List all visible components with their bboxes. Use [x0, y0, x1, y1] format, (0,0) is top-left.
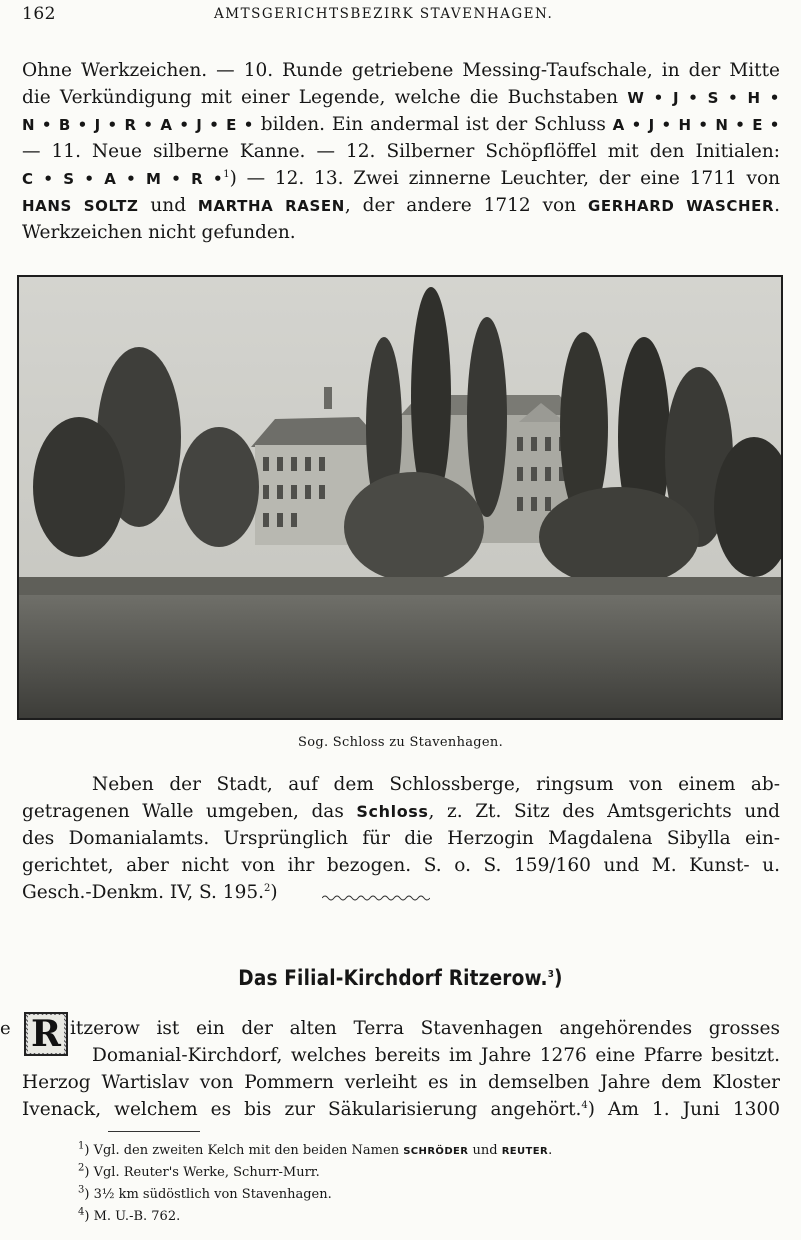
- footnote-mark: 3: [78, 1184, 85, 1196]
- text-line: [22, 85, 780, 111]
- line-text: Herzog Wartislav von Pommern verleiht es in demselben Jahre dem Kloster: [22, 1072, 780, 1093]
- name-caps: HANS SOLTZ: [22, 197, 139, 215]
- text-line: [22, 799, 780, 825]
- name-caps: SCHRÖDER: [403, 1146, 469, 1157]
- text-line: [22, 1097, 780, 1123]
- footnote-text: 3½ km südöstlich von Stavenhagen.: [93, 1187, 332, 1202]
- name-caps: REUTER: [501, 1146, 549, 1157]
- text-line: [22, 112, 780, 138]
- term-schloss: Schloss: [356, 802, 429, 821]
- text-line: [92, 772, 780, 798]
- text-line: [22, 58, 780, 84]
- line-text: bilden. Ein andermal ist der Schluss: [253, 114, 613, 135]
- letters-spaced: W • J • S • H •: [627, 89, 780, 107]
- line-text: Ohne Werkzeichen. — 10. Runde getriebene Messing-Taufschale, in der Mitte: [22, 60, 780, 81]
- line-text: gerichtet, aber nicht von ihr bezogen. S. o. S. 159/160 und M. Kunst- u.: [22, 855, 780, 876]
- footnote-ref: 4: [581, 1099, 588, 1111]
- text-line: [22, 193, 780, 219]
- castle-photograph: [17, 275, 783, 720]
- footnote-1: $^1$) Vgl. den zweiten Kelch mit den beiden Namen SCHRÖDER und REUTER.: [78, 1140, 553, 1158]
- footnote-text: .: [548, 1143, 553, 1158]
- line-text: Gesch.-Denkm. IV, S. 195.: [22, 882, 264, 903]
- footnote-text: Vgl. Reuter's Werke, Schurr-Murr.: [93, 1165, 320, 1180]
- footnote-text: Vgl. den zweiten Kelch mit den beiden Namen: [93, 1143, 404, 1158]
- line-text: , z. Zt. Sitz des Amtsgerichts und: [428, 801, 780, 822]
- footnote-ref: 2: [264, 882, 271, 894]
- figure-caption: Sog. Schloss zu Stavenhagen.: [297, 735, 504, 750]
- text-line: [70, 1016, 780, 1042]
- wavy-rule: [322, 893, 430, 903]
- letters-spaced: N • B • J • R • A • J • E •: [22, 116, 254, 134]
- footnote-2: $^2$) Vgl. Reuter's Werke, Schurr-Murr.: [78, 1162, 320, 1180]
- heading-text: ): [554, 966, 563, 990]
- text-line: [22, 220, 296, 246]
- line-text: Domanial-Kirchdorf, welches bereits im Jahre 1276 eine Pfarre besitzt.: [92, 1045, 780, 1066]
- text-line: [22, 166, 780, 192]
- line-text: , der andere 1712 von: [344, 195, 588, 216]
- line-text: ) — 12. 13. Zwei zinnerne Leuchter, der eine 1711 von: [229, 168, 781, 189]
- footnote-text: M. U.-B. 762.: [93, 1209, 181, 1224]
- text-line: [22, 1070, 780, 1096]
- name-caps: MARTHA RASEN: [197, 197, 345, 215]
- text-line: [22, 826, 780, 852]
- page-number: 162: [22, 4, 56, 24]
- section-heading: [48, 966, 753, 990]
- drop-cap: [24, 1012, 68, 1056]
- footnote-ref: 3: [547, 969, 555, 980]
- line-text: .: [774, 195, 780, 216]
- letters-spaced: A • J • H • N • E •: [612, 116, 780, 134]
- running-title: AMTSGERICHTSBEZIRK STAVENHAGEN.: [214, 6, 554, 22]
- footnote-3: $^3$) 3½ km südöstlich von Stavenhagen.: [78, 1184, 332, 1202]
- footnote-rule: [108, 1131, 200, 1132]
- line-text: Ivenack, welchem es bis zur Säkularisierung angehört.: [22, 1099, 582, 1120]
- margin-letter: e: [0, 1018, 11, 1039]
- line-text: itzerow ist ein der alten Terra Stavenhagen angehörendes grosses: [70, 1018, 780, 1039]
- initials-spaced: C • S • A • M • R •: [22, 170, 224, 188]
- footnote-ref: 1: [223, 168, 230, 180]
- line-text: des Domanialamts. Ursprünglich für die Herzogin Magdalena Sibylla ein-: [22, 828, 780, 849]
- line-text: — 11. Neue silberne Kanne. — 12. Silberner Schöpflöffel mit den Initialen:: [22, 141, 780, 162]
- text-line: [92, 1043, 780, 1069]
- heading-text: Das Filial-Kirchdorf Ritzerow.: [238, 966, 548, 990]
- text-line: [22, 139, 780, 165]
- name-caps: GERHARD WASCHER: [587, 197, 775, 215]
- footnote-mark: 1: [78, 1140, 85, 1152]
- footnote-mark: 4: [78, 1206, 85, 1218]
- footnote-mark: 2: [78, 1162, 85, 1174]
- footnote-4: $^4$) M. U.-B. 762.: [78, 1206, 181, 1224]
- line-text: Neben der Stadt, auf dem Schlossberge, ringsum von einem ab-: [92, 774, 780, 795]
- castle-photograph-drawing: [19, 277, 781, 718]
- line-text: Werkzeichen nicht gefunden.: [22, 222, 296, 243]
- line-text: getragenen Walle umgeben, das: [22, 801, 344, 822]
- line-text: die Verkündigung mit einer Legende, welche die Buchstaben: [22, 87, 628, 108]
- line-text: ): [270, 882, 278, 903]
- footnote-text: und: [468, 1143, 502, 1158]
- section-divider: [322, 888, 430, 907]
- text-line: [22, 880, 278, 906]
- text-line: [22, 853, 780, 879]
- line-text: ) Am 1. Juni 1300: [587, 1099, 780, 1120]
- drop-cap-letter: R: [28, 1015, 64, 1053]
- line-text: und: [138, 195, 198, 216]
